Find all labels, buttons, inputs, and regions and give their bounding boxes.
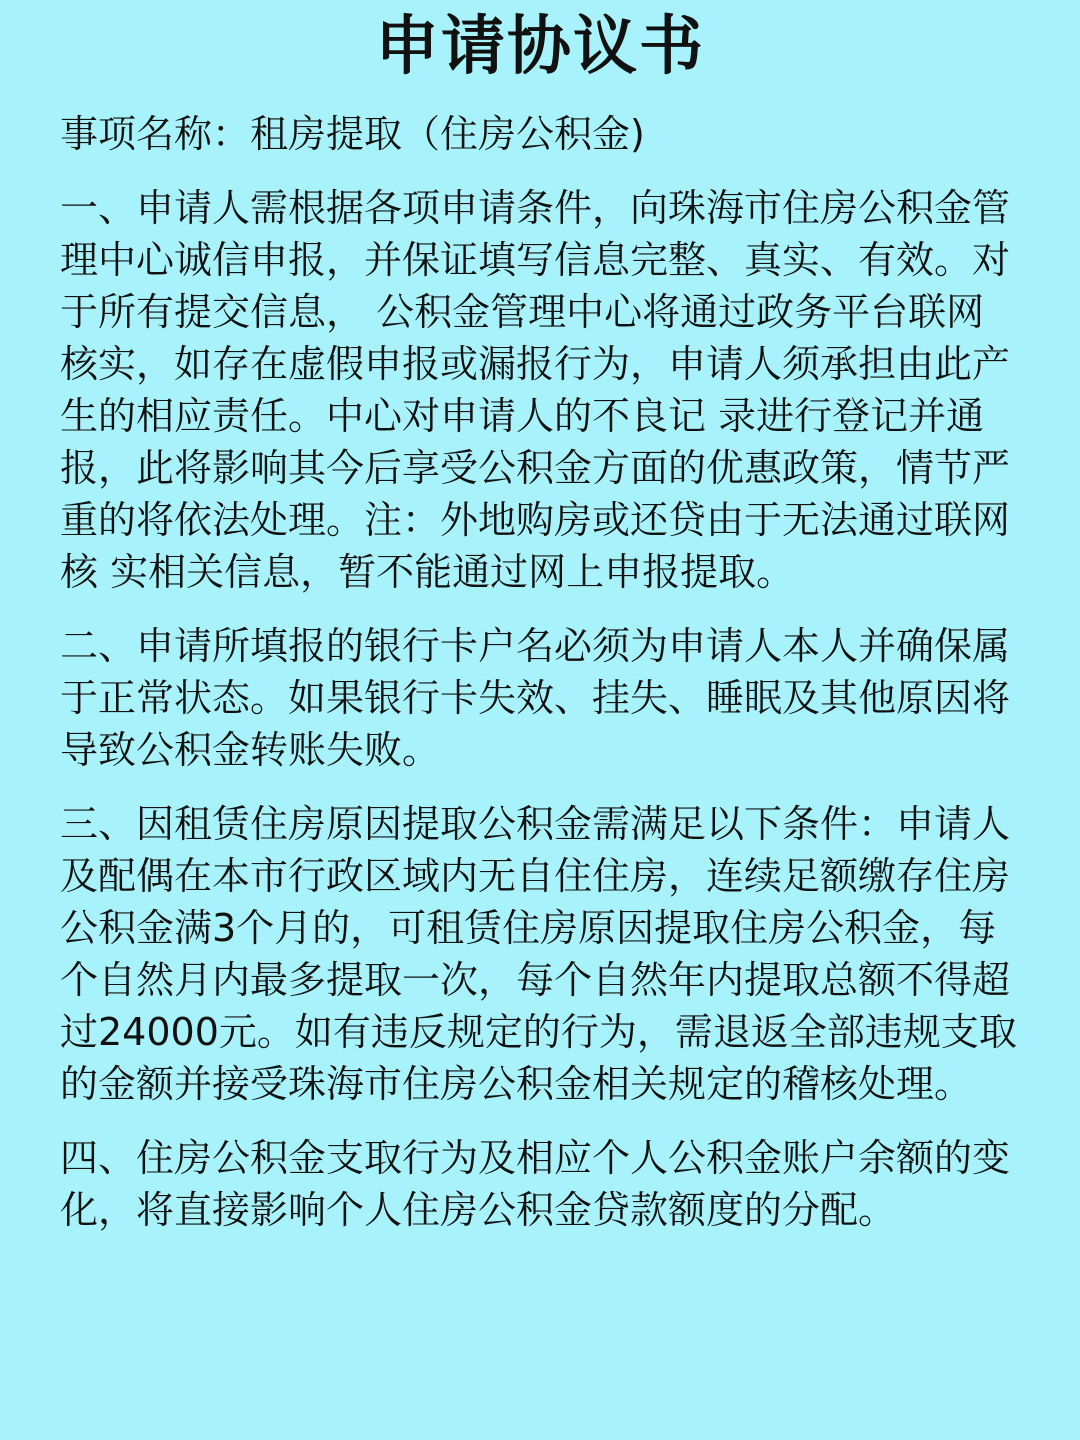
clause-3: 三、因租赁住房原因提取公积金需满足以下条件：申请人及配偶在本市行政区域内无自住住房，连续足额缴存住房公积金满3个月的，可租赁住房原因提取住房公积金，每个自然月内最多提取一次，每个自然年内提取总额不得超过24000元。如有违反规定的行为，需退返全部违规支取的金额并接受珠海市住房公积金相关规定的稽核处理。 xyxy=(60,802,1017,1106)
item-name: 事项名称：租房提取（住房公积金) xyxy=(60,112,645,156)
clause-4: 四、住房公积金支取行为及相应个人公积金账户余额的变化，将直接影响个人住房公积金贷款额度的分配。 xyxy=(60,1136,1011,1232)
document-title: 申请协议书 xyxy=(375,10,705,84)
clause-2: 二、申请所填报的银行卡户名必须为申请人本人并确保属于正常状态。如果银行卡失效、挂失、睡眠及其他原因将导致公积金转账失败。 xyxy=(60,624,1011,772)
clause-1: 一、申请人需根据各项申请条件，向珠海市住房公积金管理中心诚信申报，并保证填写信息完整、真实、有效。对于所有提交信息， 公积金管理中心将通过政务平台联网核实，如存在虚假申报或漏报行为，申请人须承担由此产生的相应责任。中心对申请人的不良记 录进行登记并通报，此将影响其今后享受公积金方面的优惠政策，情节严重的将依法处理。注：外地购房或还贷由于无法通过联网核 实相关信息，暂不能通过网上申报提取。 xyxy=(60,186,1011,594)
